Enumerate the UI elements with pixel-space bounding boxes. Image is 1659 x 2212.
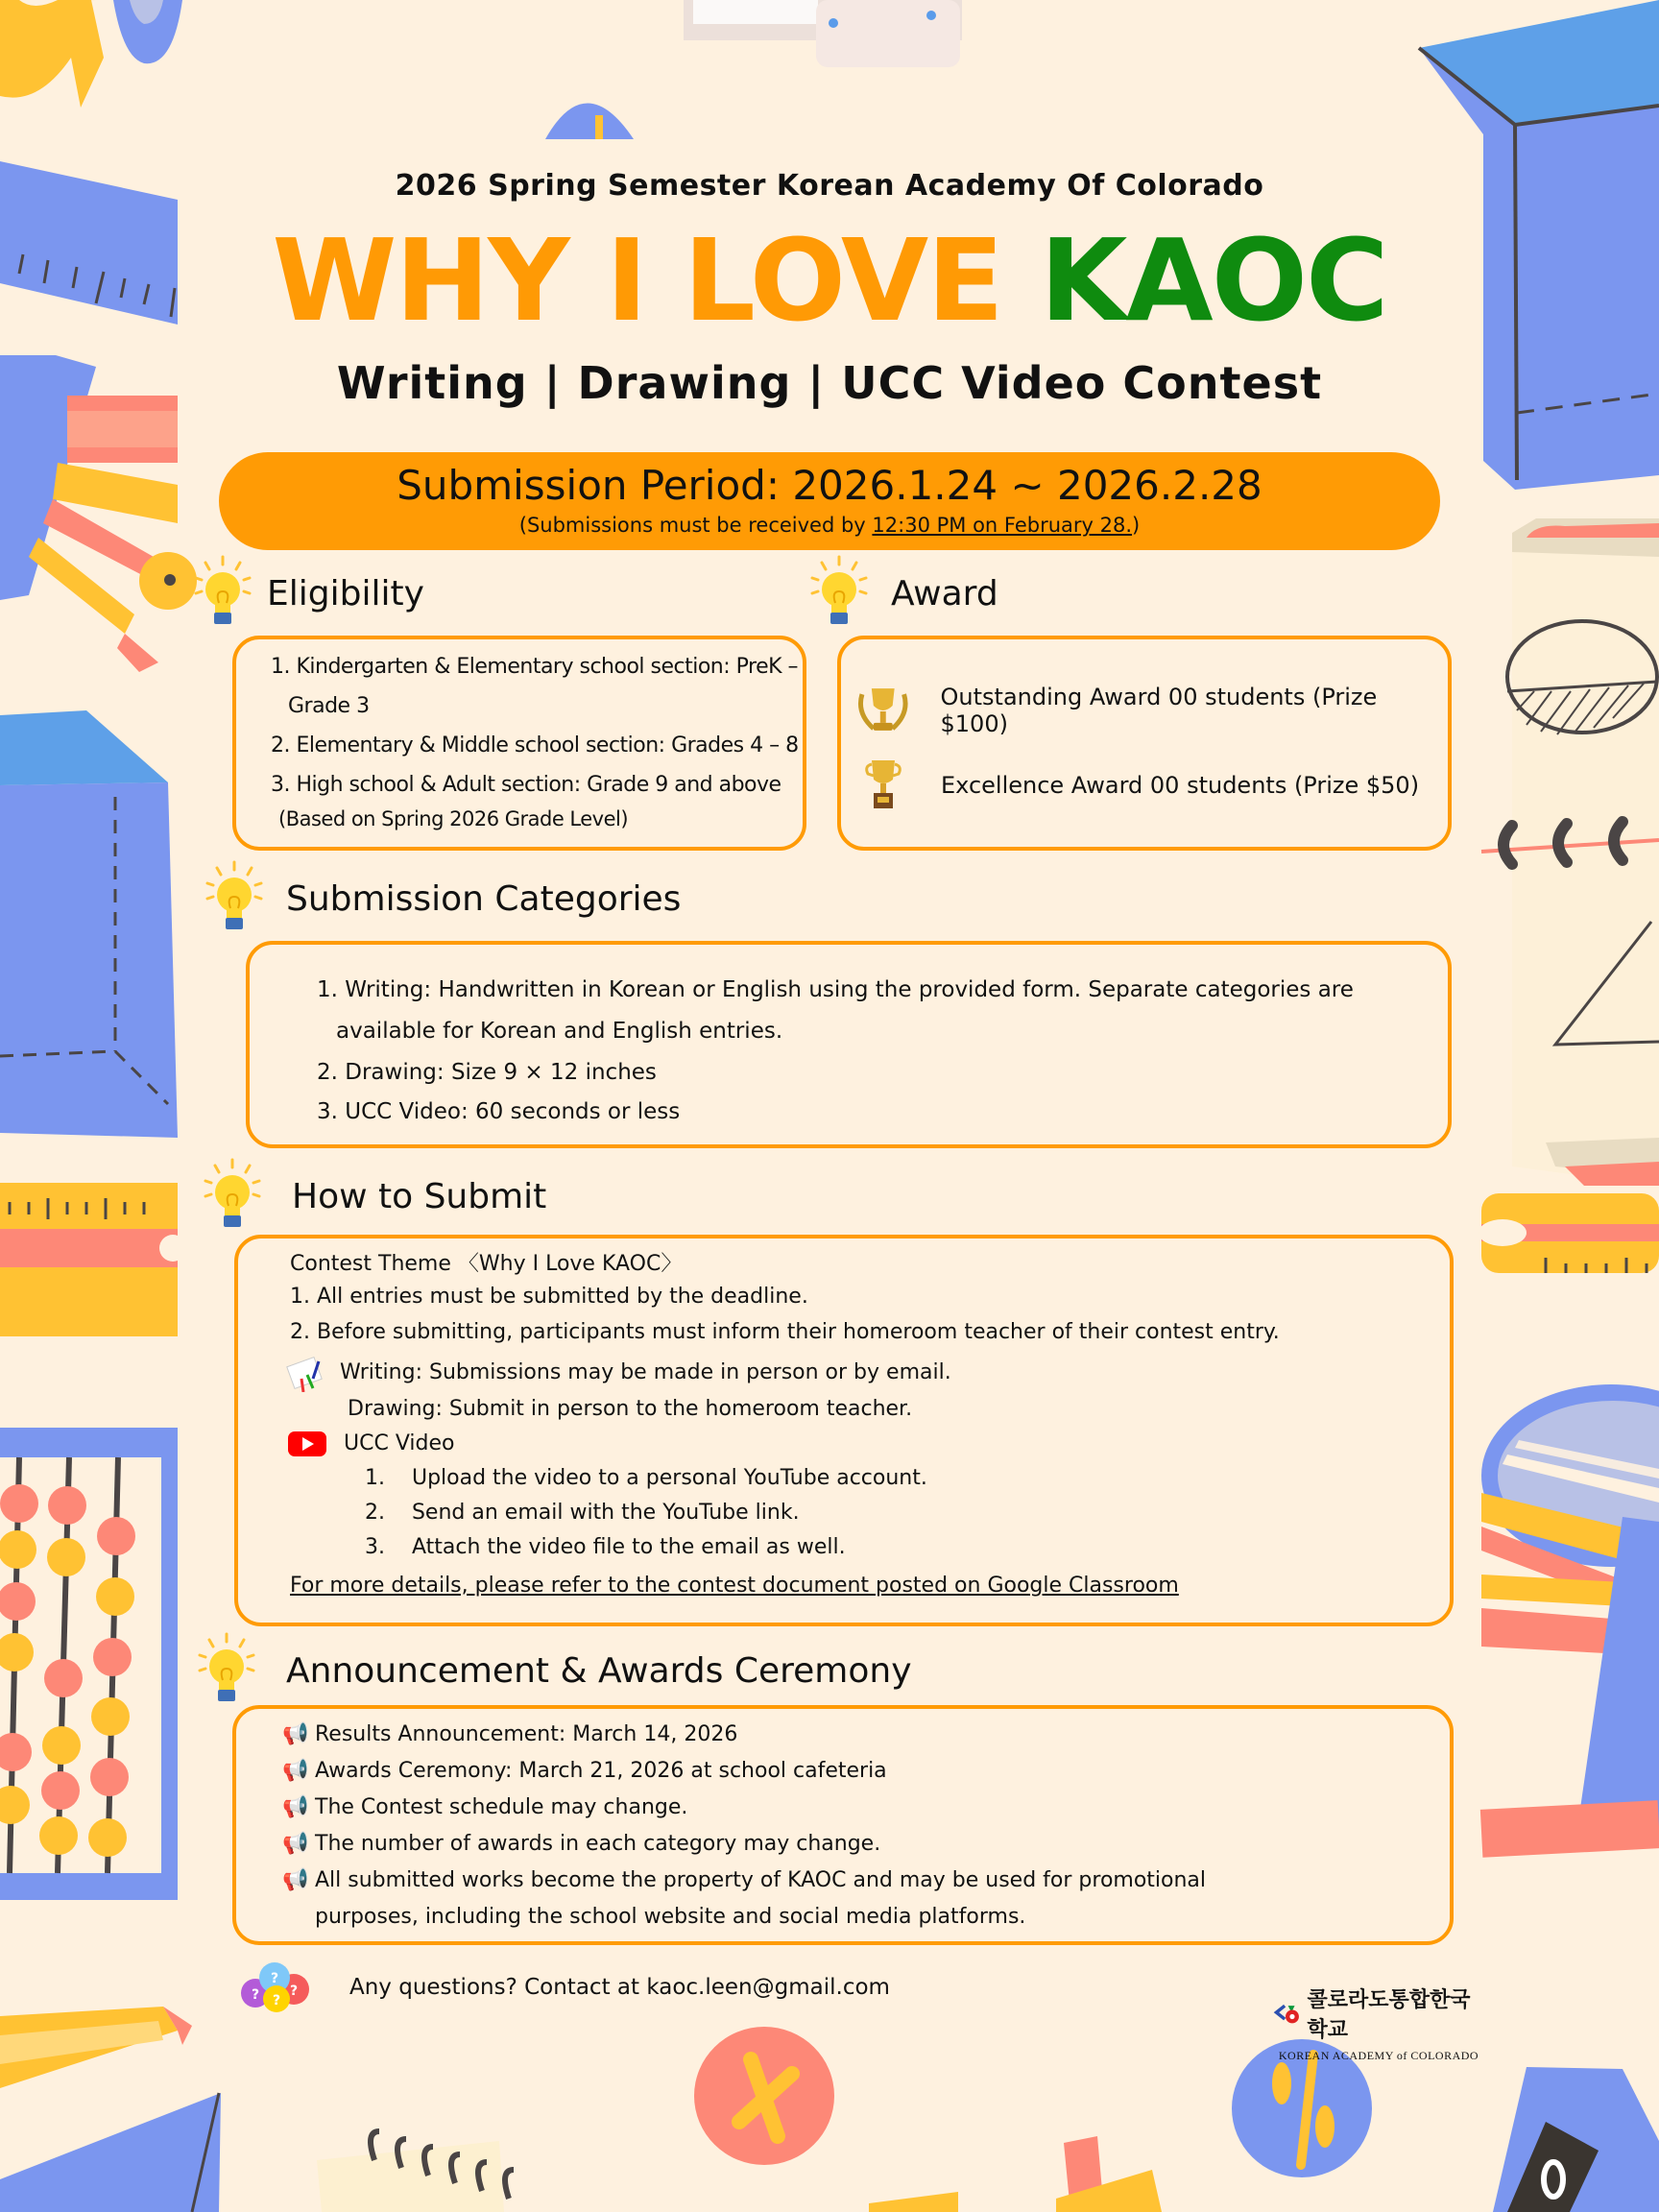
ucc-step: 1. Upload the video to a personal YouTube account. bbox=[365, 1466, 927, 1490]
ucc-step: 2. Send an email with the YouTube link. bbox=[365, 1501, 800, 1525]
drawing-method: Drawing: Submit in person to the homeroom teacher. bbox=[348, 1397, 913, 1421]
trophy-icon bbox=[854, 758, 912, 812]
section-title-announcement: Announcement & Awards Ceremony bbox=[286, 1650, 912, 1691]
category-item: 2. Drawing: Size 9 × 12 inches bbox=[317, 1060, 657, 1085]
note-suffix: ) bbox=[1132, 514, 1141, 537]
category-item-continuation: available for Korean and English entries. bbox=[336, 1019, 783, 1044]
announcement-item bbox=[282, 1790, 1450, 1826]
category-item: 1. Writing: Handwritten in Korean or English using the provided form. Separate categories are bbox=[317, 977, 1354, 1002]
svg-text:?: ? bbox=[271, 1971, 279, 1986]
ucc-step: 3. Attach the video file to the email as well. bbox=[365, 1535, 846, 1559]
section-title-how-to-submit: How to Submit bbox=[292, 1176, 547, 1216]
trophy-laurel-icon bbox=[854, 685, 912, 736]
lightbulb-icon bbox=[202, 1158, 263, 1235]
eligibility-item: 2. Elementary & Middle school section: Grades 4 – 8 bbox=[271, 733, 799, 757]
question-bubbles-icon bbox=[240, 1959, 323, 2016]
announcement-box bbox=[232, 1705, 1454, 1945]
section-title-eligibility: Eligibility bbox=[267, 573, 424, 613]
megaphone-icon: 📢 bbox=[282, 1868, 309, 1892]
submission-period-label: Submission Period: 2026.1.24 ~ 2026.2.28 bbox=[397, 462, 1262, 509]
submit-rule: 1. All entries must be submitted by the deadline. bbox=[290, 1285, 808, 1309]
eligibility-item: 1. Kindergarten & Elementary school section: PreK – bbox=[271, 655, 799, 679]
google-classroom-details-link[interactable]: For more details, please refer to the contest document posted on Google Classroom bbox=[290, 1574, 1179, 1598]
award-header bbox=[808, 555, 998, 632]
writing-method: Writing: Submissions may be made in person or by email. bbox=[340, 1360, 951, 1384]
award-label: Excellence Award 00 students (Prize $50) bbox=[941, 772, 1420, 799]
lightbulb-icon bbox=[192, 555, 253, 632]
svg-text:?: ? bbox=[252, 1987, 260, 2003]
megaphone-icon: 📢 bbox=[282, 1795, 309, 1819]
announcement-text: The number of awards in each category may change. bbox=[315, 1832, 881, 1856]
svg-text:?: ? bbox=[290, 1984, 299, 1999]
announcement-item bbox=[282, 1753, 1450, 1790]
eligibility-item: 3. High school & Adult section: Grade 9 and above bbox=[271, 773, 781, 797]
how-to-submit-box bbox=[234, 1235, 1454, 1626]
main-title bbox=[0, 213, 1659, 348]
award-item-excellence bbox=[854, 758, 1419, 812]
title-kaoc: KAOC bbox=[1039, 214, 1387, 347]
eligibility-box bbox=[232, 636, 806, 851]
eligibility-header bbox=[192, 555, 424, 632]
announcement-item bbox=[282, 1826, 1450, 1863]
contact-row bbox=[240, 1959, 890, 2016]
eligibility-note: (Based on Spring 2026 Grade Level) bbox=[278, 807, 629, 830]
writing-method-row bbox=[290, 1354, 1450, 1392]
lightbulb-icon bbox=[808, 555, 870, 632]
categories-header bbox=[204, 860, 681, 937]
announcement-item bbox=[282, 1717, 1450, 1753]
contest-types: Writing | Drawing | UCC Video Contest bbox=[336, 357, 1323, 409]
contest-theme: Contest Theme 〈Why I Love KAOC〉 bbox=[290, 1252, 683, 1276]
section-title-categories: Submission Categories bbox=[286, 878, 682, 919]
megaphone-icon: 📢 bbox=[282, 1722, 309, 1746]
announcement-text: Awards Ceremony: March 21, 2026 at school cafeteria bbox=[315, 1759, 887, 1783]
note-deadline-time: 12:30 PM on February 28. bbox=[872, 514, 1133, 537]
logo-korean-text: 콜로라도통합한국학교 bbox=[1307, 1988, 1471, 2042]
award-box bbox=[837, 636, 1452, 851]
lightbulb-icon bbox=[204, 860, 265, 937]
contact-text: Any questions? Contact at kaoc.leen@gmail.com bbox=[349, 1975, 890, 2000]
note-prefix: (Submissions must be received by bbox=[518, 514, 873, 537]
announcement-text: Results Announcement: March 14, 2026 bbox=[315, 1722, 738, 1746]
kaoc-logo-mark-icon bbox=[1273, 2001, 1302, 2026]
semester-subtitle: 2026 Spring Semester Korean Academy Of Colorado bbox=[395, 169, 1264, 203]
eligibility-item-continuation: Grade 3 bbox=[288, 694, 370, 718]
logo-english: KOREAN ACADEMY of COLORADO bbox=[1278, 2049, 1479, 2062]
announcement-header bbox=[196, 1632, 912, 1709]
megaphone-icon: 📢 bbox=[282, 1832, 309, 1856]
submission-deadline-note bbox=[219, 514, 1440, 537]
youtube-icon bbox=[286, 1430, 328, 1458]
category-item: 3. UCC Video: 60 seconds or less bbox=[317, 1099, 681, 1124]
section-title-award: Award bbox=[891, 573, 998, 613]
award-label: Outstanding Award 00 students (Prize $100) bbox=[940, 684, 1378, 737]
announcement-text: All submitted works become the property of KAOC and may be used for promotional bbox=[315, 1868, 1207, 1892]
title-why-i-love: WHY I LOVE bbox=[272, 214, 1040, 347]
kaoc-logo bbox=[1273, 1984, 1484, 2063]
categories-box bbox=[246, 941, 1452, 1148]
how-to-submit-header bbox=[202, 1158, 546, 1235]
logo-korean bbox=[1273, 1984, 1484, 2043]
announcement-item bbox=[282, 1863, 1450, 1899]
submit-rule: 2. Before submitting, participants must inform their homeroom teacher of their contest entry. bbox=[290, 1320, 1280, 1344]
announcement-text: The Contest schedule may change. bbox=[315, 1795, 688, 1819]
drawing-pad-pencils-icon bbox=[286, 1354, 328, 1392]
award-item-outstanding bbox=[854, 684, 1448, 737]
ucc-video-label: UCC Video bbox=[344, 1431, 455, 1455]
lightbulb-icon bbox=[196, 1632, 257, 1709]
ucc-video-row bbox=[290, 1427, 1450, 1461]
megaphone-icon: 📢 bbox=[282, 1759, 309, 1783]
svg-text:?: ? bbox=[273, 1993, 281, 2008]
announcement-continuation: purposes, including the school website and social media platforms. bbox=[315, 1905, 1026, 1929]
submission-period-banner bbox=[219, 452, 1440, 550]
